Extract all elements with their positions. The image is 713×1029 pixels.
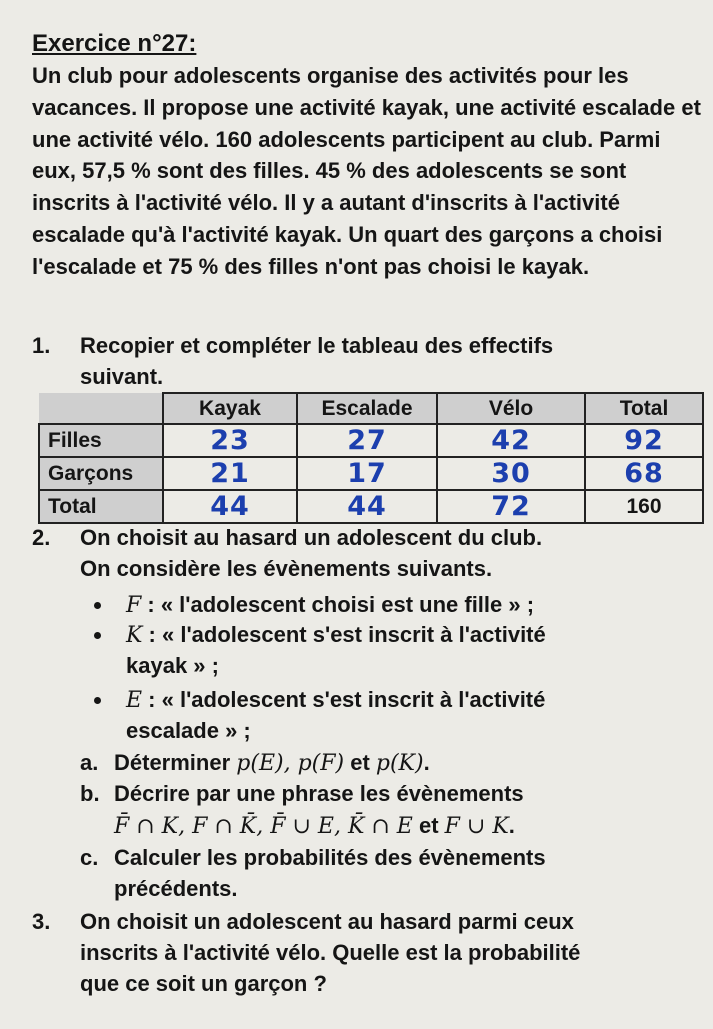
exercise-title: Exercice n°27: <box>32 30 197 57</box>
question-2a <box>80 747 430 779</box>
header-kayak: Kayak <box>163 393 297 424</box>
event-f <box>126 589 534 621</box>
question-2a-end: . <box>423 750 430 775</box>
cell-total-kayak: 44 <box>163 490 297 523</box>
event-k <box>126 619 546 651</box>
row-label-filles: Filles <box>39 424 163 457</box>
question-2-line-1 <box>32 522 542 553</box>
question-2b-text: Décrire par une phrase les évènements <box>114 781 524 806</box>
question-2b-math: F̄ ∩ K, F ∩ K̄, F̄ ∪ E, K̄ ∩ E <box>114 814 413 839</box>
question-2c-line-2: précédents. <box>114 876 238 901</box>
question-3-line-2: inscrits à l'activité vélo. Quelle est la probabilité <box>80 940 581 965</box>
bullet-icon <box>94 697 101 704</box>
event-e-variable: E <box>126 688 143 713</box>
row-label-total: Total <box>39 490 163 523</box>
header-escalade: Escalade <box>297 393 437 424</box>
event-k-text-2: kayak » ; <box>126 653 219 678</box>
event-e <box>126 684 545 716</box>
event-k-variable: K <box>126 623 143 648</box>
question-2a-text: Déterminer <box>114 750 237 775</box>
table-row-filles <box>39 424 703 457</box>
question-3-text: On choisit un adolescent au hasard parmi ceux <box>80 909 574 934</box>
event-e-text-2: escalade » ; <box>126 718 251 743</box>
question-2a-et: et <box>344 750 376 775</box>
effectifs-table <box>38 392 704 524</box>
cell-total-total: 160 <box>585 490 703 523</box>
question-3-line-3: que ce soit un garçon ? <box>80 971 327 996</box>
question-2-line-2: On considère les évènements suivants. <box>80 556 493 581</box>
question-3-line-1 <box>32 906 574 937</box>
question-1 <box>32 330 692 392</box>
event-e-text-1: : « l'adolescent s'est inscrit à l'activité <box>142 687 546 712</box>
cell-garcons-velo: 30 <box>437 457 585 490</box>
cell-garcons-kayak: 21 <box>163 457 297 490</box>
question-1-line-1: Recopier et compléter le tableau des effectifs <box>80 333 554 358</box>
question-2-number: 2. <box>32 525 51 550</box>
bullet-icon <box>94 602 101 609</box>
question-2b-letter: b. <box>80 781 100 806</box>
question-2-text: On choisit au hasard un adolescent du club. <box>80 525 543 550</box>
header-total: Total <box>585 393 703 424</box>
cell-filles-escalade: 27 <box>297 424 437 457</box>
question-2b-math-2: F ∪ K <box>444 814 509 839</box>
question-2a-letter: a. <box>80 750 99 775</box>
question-2b-et: et <box>412 813 445 838</box>
cell-total-velo: 72 <box>437 490 585 523</box>
table-row-total <box>39 490 703 523</box>
question-2c-text: Calculer les probabilités des évènements <box>114 845 546 870</box>
cell-garcons-escalade: 17 <box>297 457 437 490</box>
cell-filles-total: 92 <box>585 424 703 457</box>
question-2a-math-2: p(K) <box>375 751 424 776</box>
bullet-icon <box>94 632 101 639</box>
event-f-text: : « l'adolescent choisi est une fille » ; <box>141 592 535 617</box>
question-2b-line-1 <box>80 778 524 809</box>
question-2c-line-1 <box>80 842 546 873</box>
question-3-number: 3. <box>32 909 51 934</box>
cell-filles-velo: 42 <box>437 424 585 457</box>
exercise-statement: Un club pour adolescents organise des activités pour les vacances. Il propose une activité kayak, une activité escalade et une activité vélo. 160 adolescents participent au club. Parmi eux, 57,5 % sont des filles. 45 % des adolescents se sont inscrits à l'activité vélo. Il y a autant d'inscrits à l'activité escalade qu'à l'activité kayak. Un quart des garçons a choisi l'escalade et 75 % des filles n'ont pas choisi le kayak. <box>32 63 701 279</box>
question-2b-end: . <box>508 813 515 838</box>
table-row-garcons <box>39 457 703 490</box>
header-velo: Vélo <box>437 393 585 424</box>
cell-total-escalade: 44 <box>297 490 437 523</box>
question-1-number: 1. <box>32 333 51 358</box>
question-2c-letter: c. <box>80 845 99 870</box>
question-2b-line-2 <box>114 810 515 842</box>
cell-garcons-total: 68 <box>585 457 703 490</box>
cell-filles-kayak: 23 <box>163 424 297 457</box>
event-f-variable: F <box>126 593 142 618</box>
question-2a-math: p(E), p(F) <box>236 751 345 776</box>
row-label-garcons: Garçons <box>39 457 163 490</box>
table-corner <box>39 393 163 424</box>
event-k-text-1: : « l'adolescent s'est inscrit à l'activité <box>142 622 546 647</box>
question-1-line-2: suivant. <box>80 364 164 389</box>
table-header-row <box>39 393 703 424</box>
